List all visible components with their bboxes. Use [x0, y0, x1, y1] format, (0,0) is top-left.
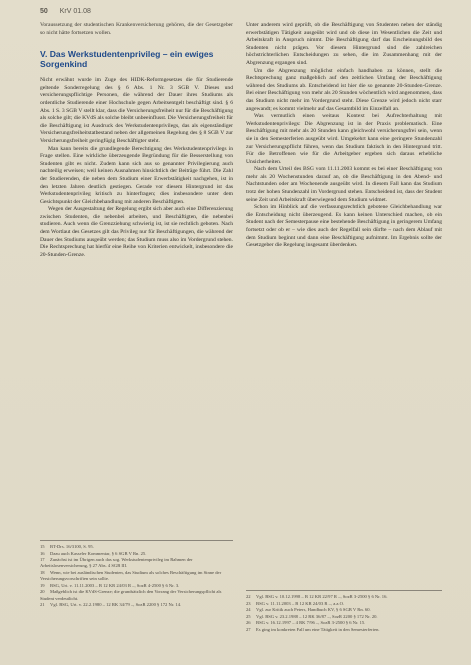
footnote: 25 Vgl. BSG v. 23.2.1988 – 12 RK 36/87 –, SozR 2200 § 172 Nr. 20. — [246, 613, 378, 619]
footnote: 21 Vgl. BSG, Urt. v. 22.2.1980 – 12 RK 34/79 –, SozR 2200 § 172 Nr. 14. — [40, 602, 182, 608]
section-heading — [40, 49, 233, 69]
footnote: 27 Es ging im konkreten Fall um eine Tätigkeit in den Semesterferien. — [246, 626, 380, 632]
body-paragraph: Um die Abgrenzung möglichst einfach handhaben zu können, stellt die Rechtsprechung ganz maßgeblich auf den zeitlichen Umfang der Beschäftigung während des Studiums ab. Entscheidend ist hier die so genannte 20-Stunden-Grenze. Bei einer Beschäftigung von mehr als 20 Stunden wöchentlich wird angenommen, dass das Studium nicht mehr im Vordergrund steht. Diese Grenze wird jedoch nicht starr angewandt; es kommt vielmehr auf das Gesamtbild im Einzelfall an. — [246, 67, 442, 112]
footnote: 19 BSG, Urt. v. 11.11.2003 – B 12 KR 24/03 R –, SozR 4-2500 § 6 Nr. 3. — [40, 582, 180, 588]
page-number: 50 — [40, 8, 48, 15]
body-paragraph: Schon im Hinblick auf die verfassungsrechtlich gebotene Gleichbehandlung war die Entscheidung nicht überzeugend. Es kann keinen Unterschied machen, ob ein Student nach der Semesterpause eine bestehende Beschäftigung in geringerem Umfang fortsetzt oder ob er – wie dies auch der Regelfall sein dürfte – nach dem Ablauf mit dem Studium beginnt und dann eine Beschäftigung aufnimmt. Im Ergebnis sollte der Gesetzgeber die Regelung insgesamt überdenken. — [246, 204, 442, 249]
body-paragraph: Wegen der Ausgestaltung der Regelung ergibt sich aber auch eine Differenzierung zwischen Studenten, die nebenbei arbeiten, und Beschäftigten, die nebenbei studieren. Auch wenn die Grenzziehung schwierig ist, ist sie rechtlich geboten. Nach dem Wortlaut des Gesetzes gilt das Privileg nur für Beschäftigungen, die während der Dauer des Studiums ausgeübt werden; das Studium muss also im Vordergrund stehen. Die Rechtsprechung hat hierfür eine Reihe von Kriterien entwickelt, insbesondere die 20-Stunden-Grenze. — [40, 206, 233, 258]
lead-paragraph: Voraussetzung der studentischen Krankenversicherung gehören, die der Gesetzgeber so nicht hätte fortsetzen wollen. — [40, 22, 233, 36]
footnote: 18 Wenn, wie bei ausländischen Studenten, das Studium als solches Beschäftigung im Sinne der Versicherungsvorschriften sein sollte. — [40, 569, 222, 582]
footnote: 16 Dazu auch Kasseler Kommentar, § 6 SGB V Rn. 25. — [40, 550, 147, 556]
body-paragraph: Unter anderem wird geprüft, ob die Beschäftigung von Studenten neben der ständig erwerbstätigen Tätigkeit ausgeübt wird und ob diese im Wesentlichen die Zeit und Arbeitskraft in Anspruch nimmt. Die Beschäftigung darf das Erscheinungsbild des Studenten nicht prägen. Vor diesem Hintergrund sind die zahlreichen höchstrichterlichen Entscheidungen zu sehen, die im Zusammenhang mit der Abgrenzung ergangen sind. — [246, 22, 442, 66]
footnotes-right — [246, 590, 442, 634]
left-column — [40, 22, 233, 259]
footnote: 24 Vgl. zur Kritik auch Peters, Handbuch KV, § 6 SGB V Rn. 60. — [246, 607, 371, 613]
running-head: KrV 01.08 — [59, 8, 91, 15]
body-paragraph: Nicht erwähnt wurde im Zuge des HIDK-Reformgesetzes die für Studierende geltende Sonderregelung des § 6 Abs. 1 Nr. 3 SGB V. Dieses und versicherungspflichtige Personen, die während der Dauer ihres Studiums als ordentliche Studierende einer Hochschule gegen Arbeitsentgelt beschäftigt sind. § 6 Abs. 1 S. 3 SGB V stellt klar, dass die Versicherungsfreiheit nur für die Beschäftigung als solche gilt; die KVdS als solche bleibt unbeeinflusst. Die Versicherungsfreiheit für die Beschäftigung ist Ausdruck des Werkstudentenprivilegs, das als eigenständiger Versicherungsfreiheitstatbestand neben der allgemeinen Regelung des § 8 SGB V zur Versicherungsfreiheit geringfügig Beschäftigter steht. — [40, 77, 233, 144]
footnote: 22 Vgl. BSG v. 10.12.1998 – B 12 KR 22/97 R –, SozR 3-2500 § 6 Nr. 16. — [246, 594, 388, 599]
footnote: 23 BSG v. 11.11.2003 – B 12 KR 24/03 R –, a.a.O. — [246, 600, 345, 606]
right-column — [246, 22, 442, 250]
footnote: 26 BSG v. 16.12.1997 – 4 RK 7/96 –, SozR 3-2500 § 6 Nr. 15. — [246, 620, 366, 626]
footnote: 17 Zunächst ist im Übrigen auch das sog. Werkstudentenprivileg im Rahmen der Arbeitslosenversicherung, § 27 Abs. 4 SGB III. — [40, 557, 193, 569]
body-paragraph: Nach dem Urteil des BSG vom 11.11.2003 kommt es bei einer Beschäftigung von mehr als 20 Wochenstunden darauf an, ob die Beschäftigung in den Abend- und Nachtstunden oder am Wochenende ausgeübt wird. In diesem Fall kann das Studium trotz der hohen Stundenzahl im Vordergrund stehen. Entscheidend ist, dass der Student seine Zeit und Arbeitskraft überwiegend dem Studium widmet. — [246, 166, 442, 203]
footnotes-left — [40, 540, 233, 609]
footnote: 15 BT-Drs. 16/3100, S. 95. — [40, 544, 94, 549]
body-paragraph: Was vermutlich einen weitaus Kontext bei Aufrechterhaltung mit Werkstudentenprivilegs: Die Abgrenzung ist in der Praxis problematisch. Eine Beschäftigung mit mehr als 20 Stunden kann gleichwohl versicherungsfrei sein, wenn sie in den Semesterferien ausgeübt wird. Umgekehrt kann eine geringere Stundenzahl zur Versicherungspflicht führen, wenn das Studium faktisch in den Hintergrund tritt. Für die Betroffenen wie für die Arbeitgeber ergeben sich daraus erhebliche Unsicherheiten. — [246, 113, 442, 165]
section-heading-line-2: Sorgenkind — [40, 59, 88, 70]
page-header — [40, 8, 449, 15]
body-paragraph: Man kann bereits die grundlegende Berechtigung des Werkstudentenprivilegs in Frage stellen. Eine wirkliche überzeugende Begründung für die Besserstellung von Studenten gibt es nicht. Zudem kann sich aus so genannter Privilegierung auch nachteilig erweisen; weil keinen Ausnahmen hinsichtlich der Beiträge führt. Die Zahl der Studierenden, die neben dem Studium einer Erwerbstätigkeit nachgehen, ist in den letzten Jahren deutlich gestiegen. Gerade vor diesem Hintergrund ist das Werkstudentenprivileg kritisch zu hinterfragen; dies insbesondere unter dem Gesichtspunkt der Gleichbehandlung mit anderen Beschäftigten. — [40, 145, 233, 205]
footnote: 20 Maßgeblich ist die KVdS-Grenze; die grundsätzlich den Vorrang der Versicherungspflicht als Student verdeutlicht. — [40, 589, 222, 601]
section-heading-line-1: V. Das Werkstudentenprivileg – ein ewiges — [40, 49, 214, 60]
